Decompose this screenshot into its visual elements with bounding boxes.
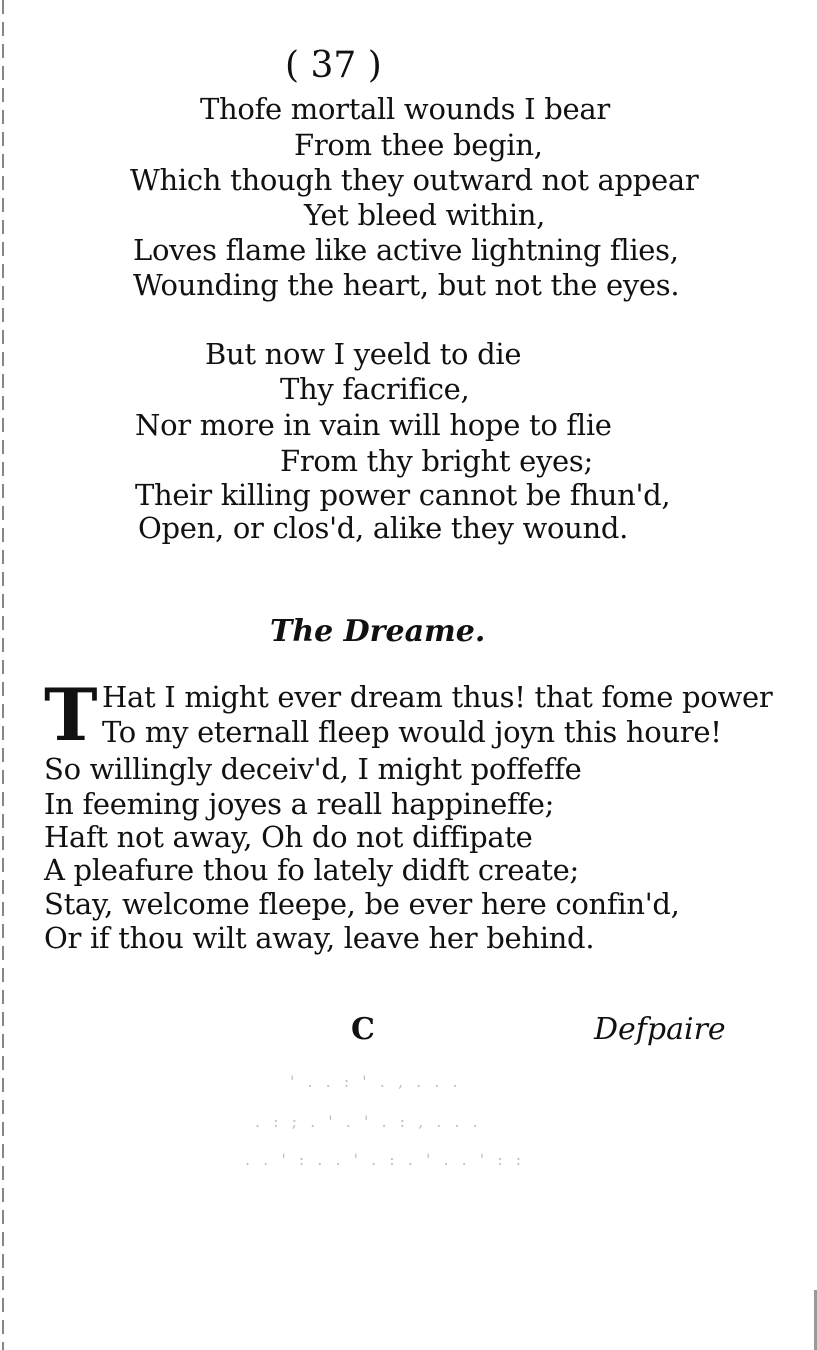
dreame-line-6: A pleafure thou fo lately didft create;: [44, 853, 579, 887]
stanza-two-line-4: From thy bright eyes;: [280, 444, 593, 478]
dreame-line-4: In feeming joyes a reall happineffe;: [44, 787, 555, 821]
stanza-two-line-5: Their killing power cannot be fhun'd,: [135, 478, 671, 512]
catchword: Defpaire: [594, 1012, 726, 1047]
poem-title: The Dreame.: [270, 614, 486, 649]
drop-cap-initial: T: [44, 672, 98, 757]
show-through-speckle: ' . . : ' . , . . .: [290, 1072, 462, 1091]
stanza-one-line-2: From thee begin,: [294, 128, 543, 162]
show-through-speckle: . . ' : . . ' . : . ' . . ' : :: [245, 1150, 526, 1169]
stanza-two-line-6: Open, or clos'd, alike they wound.: [138, 511, 629, 545]
dreame-line-7: Stay, welcome fleepe, be ever here confin'd,: [44, 887, 680, 921]
scan-edge-left: [2, 0, 4, 1350]
stanza-one-line-5: Loves flame like active lightning flies,: [133, 233, 679, 267]
dreame-line-5: Haft not away, Oh do not diffipate: [44, 820, 533, 854]
show-through-speckle: . : ; . ' . ' . : , . . .: [255, 1112, 482, 1131]
stanza-one-line-6: Wounding the heart, but not the eyes.: [133, 268, 680, 302]
page-number: ( 37 ): [285, 45, 382, 86]
dreame-line-1: Hat I might ever dream thus! that fome power: [102, 680, 773, 714]
stanza-one-line-3: Which though they outward not appear: [130, 163, 699, 197]
stanza-two-line-3: Nor more in vain will hope to flie: [135, 408, 612, 442]
stanza-two-line-2: Thy facrifice,: [280, 372, 470, 406]
stanza-one-line-1: Thofe mortall wounds I bear: [200, 92, 610, 126]
dreame-line-2: To my eternall fleep would joyn this houre!: [102, 715, 722, 749]
stanza-two-line-1: But now I yeeld to die: [205, 337, 522, 371]
stanza-one-line-4: Yet bleed within,: [304, 198, 546, 232]
signature-mark: C: [351, 1012, 375, 1047]
dreame-line-3: So willingly deceiv'd, I might poffeffe: [44, 752, 582, 786]
dreame-line-8: Or if thou wilt away, leave her behind.: [44, 921, 595, 955]
